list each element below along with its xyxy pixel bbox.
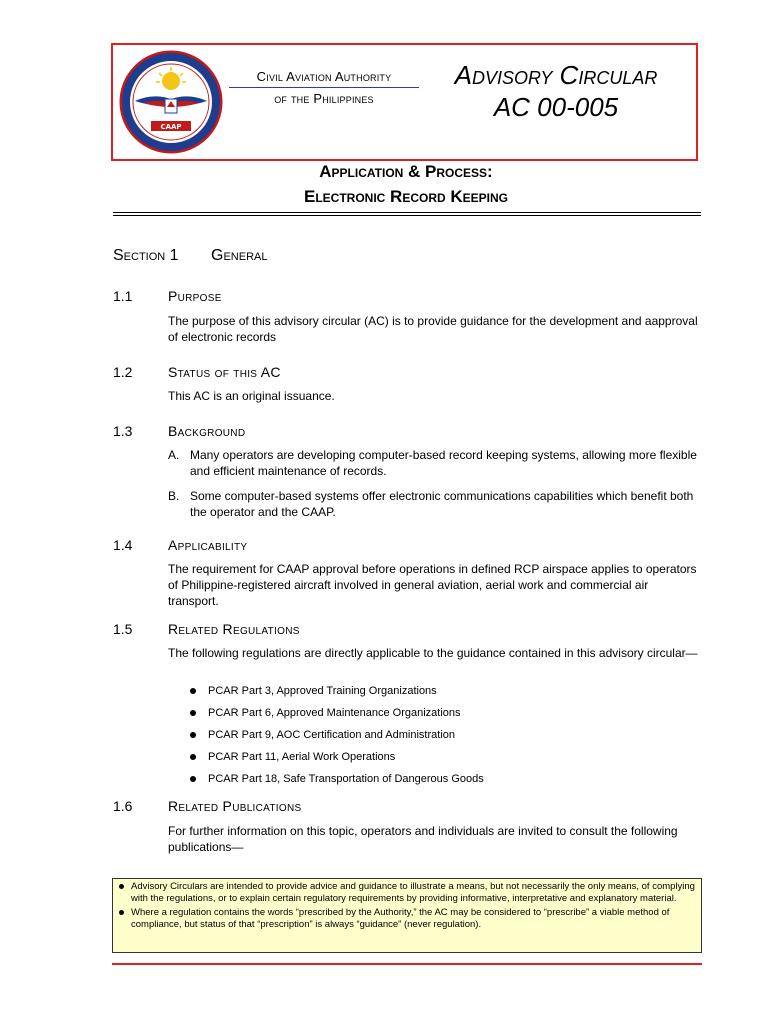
background-list bbox=[168, 447, 698, 529]
footer-rule bbox=[112, 963, 702, 965]
purpose-text: The purpose of this advisory circular (AC) is to provide guidance for the development and aapproval of electronic records bbox=[168, 314, 698, 344]
authority-line-2: of the Philippines bbox=[274, 91, 374, 106]
ac-number: AC 00-005 bbox=[493, 92, 619, 122]
subsection-title: Purpose bbox=[168, 288, 222, 304]
svg-text:CAAP: CAAP bbox=[160, 123, 182, 131]
list-letter: B. bbox=[168, 489, 180, 503]
bullet-icon bbox=[190, 732, 196, 738]
title-rule-bottom bbox=[113, 215, 701, 216]
document-title-line-1: Application & Process: bbox=[319, 162, 493, 181]
document-title bbox=[111, 159, 701, 209]
bullet-icon bbox=[190, 688, 196, 694]
list-item-text: PCAR Part 18, Safe Transportation of Dangerous Goods bbox=[208, 773, 484, 785]
caap-seal-logo bbox=[113, 49, 229, 155]
subsection-number: 1.6 bbox=[113, 798, 133, 814]
ac-title-line-1: Advisory Circular bbox=[454, 60, 658, 90]
subsection-number: 1.1 bbox=[113, 288, 133, 304]
subsection-title: Background bbox=[168, 423, 246, 439]
list-item bbox=[188, 750, 688, 772]
list-item-text: Many operators are developing computer-based record keeping systems, allowing more flexible and efficient maintenance of records. bbox=[190, 448, 697, 478]
related-regulations-text: The following regulations are directly applicable to the guidance contained in this advisory circular— bbox=[168, 646, 698, 660]
list-item-text: PCAR Part 3, Approved Training Organizations bbox=[208, 685, 437, 697]
note-item bbox=[119, 907, 695, 931]
list-item bbox=[188, 706, 688, 728]
subsection-number: 1.2 bbox=[113, 364, 133, 380]
section-title: General bbox=[211, 247, 268, 264]
list-item bbox=[168, 488, 698, 520]
bullet-icon bbox=[119, 910, 124, 915]
title-rule-top bbox=[113, 212, 701, 213]
note-item bbox=[119, 881, 695, 905]
subsection-title: Status of this AC bbox=[168, 364, 281, 380]
list-item-text: Some computer-based systems offer electronic communications capabilities which benefit both the operator and the CAAP. bbox=[190, 489, 694, 519]
bullet-icon bbox=[190, 754, 196, 760]
advisory-note-box bbox=[112, 878, 702, 953]
bullet-icon bbox=[119, 884, 124, 889]
regulations-list bbox=[188, 684, 688, 794]
advisory-circular-title bbox=[425, 59, 687, 123]
list-item bbox=[188, 772, 688, 794]
list-item-text: PCAR Part 6, Approved Maintenance Organizations bbox=[208, 707, 461, 719]
applicability-text: The requirement for CAAP approval before operations in defined RCP airspace applies to operators of Philippine-registered aircraft involved in general aviation, aerial work and commercial air transport. bbox=[168, 562, 697, 608]
authority-line-1: Civil Aviation Authority bbox=[229, 69, 419, 88]
bullet-icon bbox=[190, 710, 196, 716]
bullet-icon bbox=[190, 776, 196, 782]
document-title-line-2: Electronic Record Keeping bbox=[303, 187, 509, 206]
subsection-number: 1.5 bbox=[113, 621, 133, 637]
header-box bbox=[111, 43, 698, 161]
note-item-text: Where a regulation contains the words “prescribed by the Authority,” the AC may be considered to “prescribe” a viable method of compliance, but status of that “prescription” is always “guidance” (never regulation). bbox=[131, 907, 670, 930]
list-item-text: PCAR Part 11, Aerial Work Operations bbox=[208, 751, 396, 763]
section-heading bbox=[113, 247, 267, 265]
list-item bbox=[188, 684, 688, 706]
subsection-title: Applicability bbox=[168, 537, 248, 553]
section-number: Section 1 bbox=[113, 247, 179, 264]
list-item bbox=[188, 728, 688, 750]
note-item-text: Advisory Circulars are intended to provide advice and guidance to illustrate a means, but not necessarily the only means, of complying with the regulations, or to explain certain regulatory requirements by providing informative, interpretative and explanatory material. bbox=[131, 881, 695, 904]
related-publications-text: For further information on this topic, operators and individuals are invited to consult the following publications— bbox=[168, 824, 678, 854]
list-letter: A. bbox=[168, 448, 180, 462]
subsection-title: Related Publications bbox=[168, 798, 302, 814]
list-item bbox=[168, 447, 698, 479]
subsection-title: Related Regulations bbox=[168, 621, 300, 637]
subsection-number: 1.3 bbox=[113, 423, 133, 439]
status-text: This AC is an original issuance. bbox=[168, 389, 335, 403]
subsection-number: 1.4 bbox=[113, 537, 133, 553]
list-item-text: PCAR Part 9, AOC Certification and Administration bbox=[208, 729, 455, 741]
authority-name bbox=[229, 69, 419, 106]
